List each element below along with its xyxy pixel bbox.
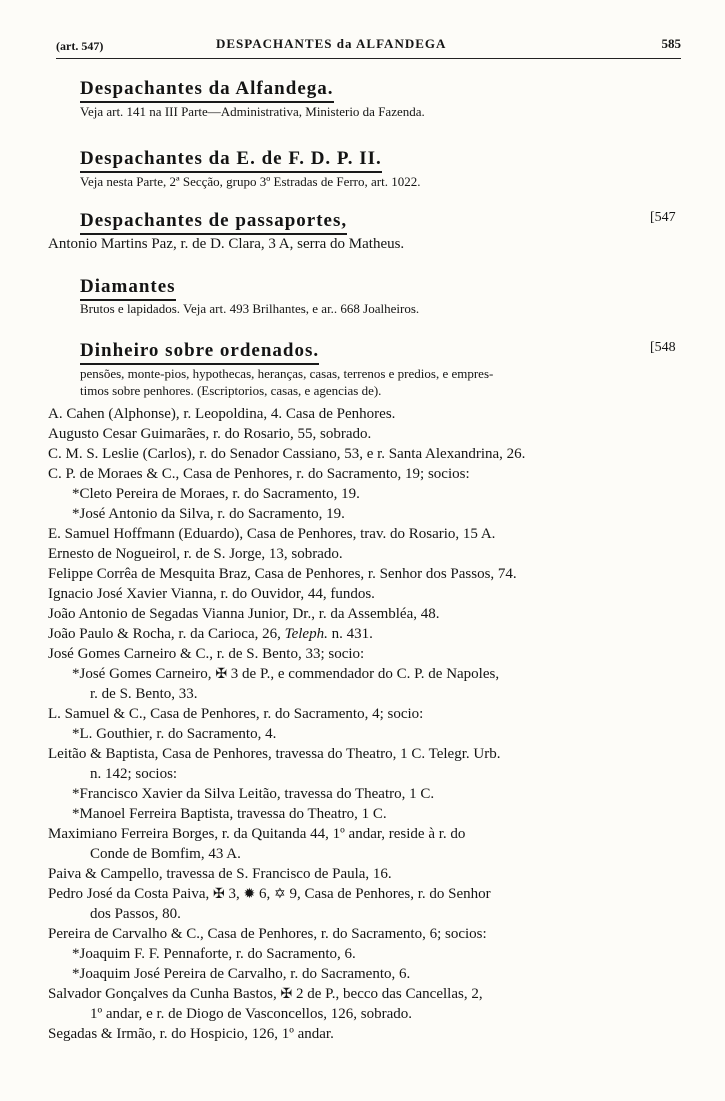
list-item: *Joaquim José Pereira de Carvalho, r. do Sacramento, 6.	[72, 966, 411, 982]
list-item: dos Passos, 80.	[90, 906, 181, 922]
list-item: n. 142; socios:	[90, 766, 178, 782]
list-item: *L. Gouthier, r. do Sacramento, 4.	[72, 726, 277, 742]
list-item: Paiva & Campello, travessa de S. Francisco de Paula, 16.	[48, 866, 392, 882]
header-title: DESPACHANTES da ALFANDEGA	[216, 36, 447, 51]
order-star-icon: ✡	[273, 887, 286, 902]
list-item-text: João Paulo & Rocha, r. da Carioca, 26,	[48, 626, 281, 642]
list-item: Leitão & Baptista, Casa de Penhores, travessa do Theatro, 1 C. Telegr. Urb.	[48, 746, 501, 762]
list-item	[48, 984, 483, 1005]
list-item	[48, 624, 373, 644]
page-header	[56, 36, 681, 58]
list-item: Augusto Cesar Guimarães, r. do Rosario, 55, sobrado.	[48, 426, 372, 442]
section-title: Despachantes da Alfandega.	[80, 78, 334, 103]
section-description: pensões, monte-pios, hypothecas, heranças, casas, terrenos e predios, e empres-	[80, 366, 494, 381]
list-item	[48, 884, 491, 905]
list-item-text: Pedro José da Costa Paiva,	[48, 886, 210, 902]
list-item: Conde de Bomfim, 43 A.	[90, 846, 241, 862]
list-item: Ernesto de Nogueirol, r. de S. Jorge, 13, sobrado.	[48, 546, 343, 562]
header-article-ref: (art. 547)	[56, 39, 104, 53]
section-description: Veja nesta Parte, 2ª Secção, grupo 3º Estradas de Ferro, art. 1022.	[80, 174, 421, 189]
list-item: Antonio Martins Paz, r. de D. Clara, 3 A, serra do Matheus.	[48, 236, 405, 252]
order-cross-icon: ✠	[212, 887, 225, 902]
list-item-text: Salvador Gonçalves da Cunha Bastos,	[48, 986, 277, 1002]
section-description: Brutos e lapidados. Veja art. 493 Brilhantes, e ar.. 668 Joalheiros.	[80, 301, 420, 316]
order-cross-icon: ✠	[215, 667, 228, 682]
telephone-number: n. 431.	[331, 626, 373, 642]
list-item: Pereira de Carvalho & C., Casa de Penhores, r. do Sacramento, 6; socios:	[48, 926, 487, 942]
list-item: Ignacio José Xavier Vianna, r. do Ouvidor, 44, fundos.	[48, 586, 375, 602]
list-item: *José Antonio da Silva, r. do Sacramento, 19.	[72, 506, 345, 522]
list-item: r. de S. Bento, 33.	[90, 686, 198, 702]
list-item: Segadas & Irmão, r. do Hospicio, 126, 1º andar.	[48, 1026, 334, 1042]
list-item: E. Samuel Hoffmann (Eduardo), Casa de Penhores, trav. do Rosario, 15 A.	[48, 526, 496, 542]
section-description: Veja art. 141 na III Parte—Administrativa, Ministerio da Fazenda.	[80, 104, 425, 119]
list-item-text: 6,	[258, 886, 271, 902]
header-rule	[56, 58, 681, 59]
telephone-abbrev: Teleph.	[284, 626, 328, 642]
section-title: Diamantes	[80, 276, 176, 301]
list-item: *Joaquim F. F. Pennaforte, r. do Sacramento, 6.	[72, 946, 356, 962]
list-item: José Gomes Carneiro & C., r. de S. Bento, 33; socio:	[48, 646, 365, 662]
section-article-ref: [547	[650, 210, 676, 225]
list-item: 1º andar, e r. de Diogo de Vasconcellos, 126, sobrado.	[90, 1006, 413, 1022]
list-item: *Cleto Pereira de Moraes, r. do Sacramento, 19.	[72, 486, 360, 502]
order-cross-icon: ✠	[280, 987, 293, 1002]
section-title: Despachantes de passaportes,	[80, 210, 347, 235]
section-article-ref: [548	[650, 340, 676, 355]
section-title: Despachantes da E. de F. D. P. II.	[80, 148, 382, 173]
list-item-text: 3 de P., e commendador do C. P. de Napoles,	[230, 666, 500, 682]
list-item: João Antonio de Segadas Vianna Junior, Dr., r. da Assembléa, 48.	[48, 606, 440, 622]
list-item: C. M. S. Leslie (Carlos), r. do Senador Cassiano, 53, e r. Santa Alexandrina, 26.	[48, 446, 526, 462]
order-medal-icon: ✹	[243, 887, 256, 902]
page-number: 585	[661, 36, 681, 51]
list-item-text: 3,	[228, 886, 240, 902]
list-item-text: 9, Casa de Penhores, r. do Senhor	[289, 886, 491, 902]
list-item-text: 2 de P., becco das Cancellas, 2,	[295, 986, 483, 1002]
list-item-text: *José Gomes Carneiro,	[72, 666, 212, 682]
list-item	[72, 664, 499, 685]
list-item: A. Cahen (Alphonse), r. Leopoldina, 4. Casa de Penhores.	[48, 406, 396, 422]
list-item: L. Samuel & C., Casa de Penhores, r. do Sacramento, 4; socio:	[48, 706, 424, 722]
section-title: Dinheiro sobre ordenados.	[80, 340, 319, 365]
list-item: Maximiano Ferreira Borges, r. da Quitanda 44, 1º andar, reside à r. do	[48, 826, 466, 842]
list-item: C. P. de Moraes & C., Casa de Penhores, r. do Sacramento, 19; socios:	[48, 466, 470, 482]
section-description: timos sobre penhores. (Escriptorios, casas, e agencias de).	[80, 383, 382, 398]
list-item: Felippe Corrêa de Mesquita Braz, Casa de Penhores, r. Senhor dos Passos, 74.	[48, 566, 517, 582]
list-item: *Francisco Xavier da Silva Leitão, travessa do Theatro, 1 C.	[72, 786, 435, 802]
list-item: *Manoel Ferreira Baptista, travessa do Theatro, 1 C.	[72, 806, 387, 822]
